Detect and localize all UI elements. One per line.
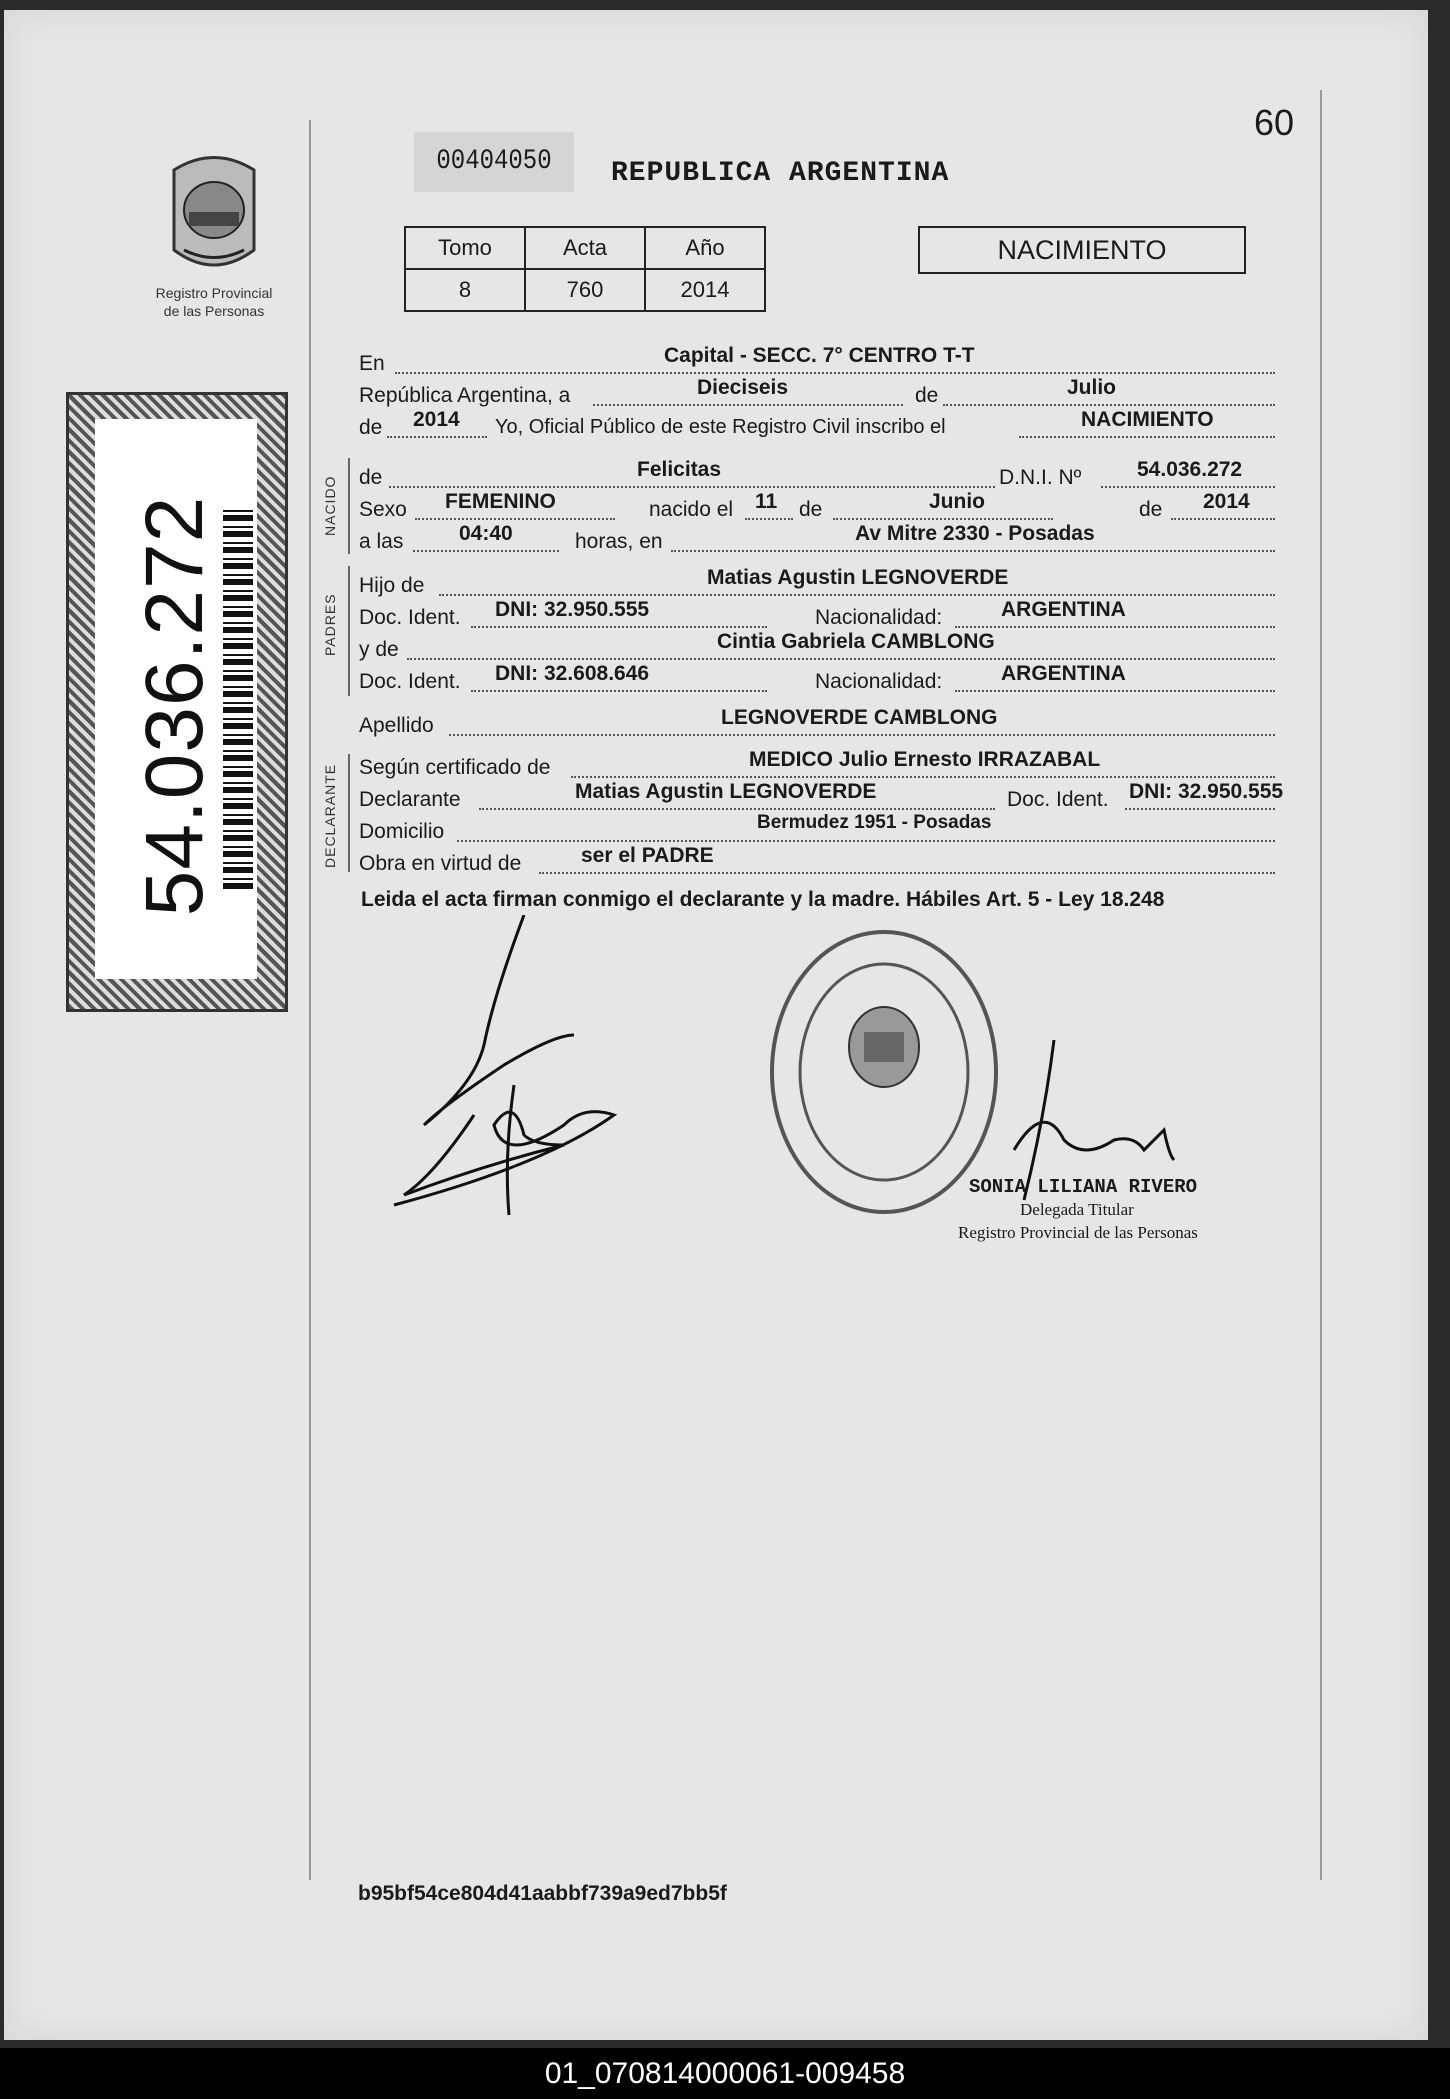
value-padre: Matias Agustin LEGNOVERDE	[707, 566, 1009, 589]
value-certificado: MEDICO Julio Ernesto IRRAZABAL	[749, 748, 1101, 771]
meta-header: Acta	[525, 227, 645, 269]
label-a-las: a las	[359, 530, 404, 553]
label-de-nombre: de	[359, 466, 383, 489]
meta-value: 8	[405, 269, 525, 311]
value-hora: 04:40	[459, 522, 513, 545]
value-mes-nac: Junio	[929, 490, 985, 513]
value-tipo: NACIMIENTO	[1081, 408, 1214, 431]
value-apellido: LEGNOVERDE CAMBLONG	[721, 706, 998, 729]
row-year	[359, 408, 1299, 444]
label-horas-en: horas, en	[575, 530, 663, 553]
label-apellido: Apellido	[359, 714, 434, 737]
document-page	[4, 10, 1428, 2040]
document-hash: b95bf54ce804d41aabbf739a9ed7bb5f	[358, 1882, 727, 1905]
value-obra: ser el PADRE	[581, 844, 714, 867]
label-y-de: y de	[359, 638, 399, 661]
label-de-anio: de	[1139, 498, 1163, 521]
registry-line2: de las Personas	[163, 303, 265, 319]
meta-value: 760	[525, 269, 645, 311]
value-doc-padre: DNI: 32.950.555	[495, 598, 650, 621]
value-sexo: FEMENINO	[445, 490, 556, 513]
row-doc-madre	[359, 662, 1299, 698]
official-registry: Registro Provincial de las Personas	[958, 1223, 1198, 1242]
value-declarante: Matias Agustin LEGNOVERDE	[575, 780, 877, 803]
right-margin-line	[1320, 90, 1322, 1880]
declarant-signature-icon	[384, 915, 674, 1225]
dni-barcode-panel	[66, 392, 288, 1012]
value-doc-declarante: DNI: 32.950.555	[1129, 780, 1284, 803]
closing-statement: Leida el acta firman conmigo el declarante y la madre. Hábiles Art. 5 - Ley 18.248	[361, 888, 1165, 911]
barcode-inner	[95, 419, 257, 979]
value-lugar: Av Mitre 2330 - Posadas	[855, 522, 1095, 545]
tomo-acta-table	[404, 226, 766, 312]
document-type: NACIMIENTO	[918, 226, 1246, 274]
province-seal-icon	[154, 150, 274, 280]
row-en	[359, 344, 1299, 380]
label-doc-declarante: Doc. Ident.	[1007, 788, 1109, 811]
label-nac-madre: Nacionalidad:	[815, 670, 943, 693]
document-title: REPUBLICA ARGENTINA	[611, 158, 950, 189]
value-en: Capital - SECC. 7° CENTRO T-T	[664, 344, 975, 367]
row-domicilio	[359, 812, 1299, 848]
label-hijo: Hijo de	[359, 574, 425, 597]
value-nac-padre: ARGENTINA	[1001, 598, 1126, 621]
label-doc-padre: Doc. Ident.	[359, 606, 461, 629]
oficial-text: Yo, Oficial Público de este Registro Civil inscribo el	[495, 416, 946, 438]
label-de: de	[915, 384, 939, 407]
row-hora	[359, 522, 1299, 558]
meta-value: 2014	[645, 269, 765, 311]
side-label-padres: PADRES	[322, 593, 338, 656]
label-domicilio: Domicilio	[359, 820, 445, 843]
meta-header: Tomo	[405, 227, 525, 269]
label-doc-madre: Doc. Ident.	[359, 670, 461, 693]
value-nombre: Felicitas	[637, 458, 722, 481]
official-name: SONIA LILIANA RIVERO	[969, 1176, 1198, 1198]
page-number: 60	[1254, 102, 1295, 143]
row-apellido	[359, 706, 1299, 742]
value-dni: 54.036.272	[1137, 458, 1243, 481]
nacido-section-bar	[348, 458, 350, 554]
label-dni: D.N.I. Nº	[999, 466, 1082, 489]
value-day: Dieciseis	[697, 376, 789, 399]
label-obra: Obra en virtud de	[359, 852, 522, 875]
official-role: Delegada Titular	[1020, 1200, 1134, 1219]
padres-section-bar	[348, 566, 350, 696]
value-domicilio: Bermudez 1951 - Posadas	[757, 812, 992, 833]
label-certificado: Según certificado de	[359, 756, 551, 779]
registry-caption	[139, 284, 289, 320]
value-year: 2014	[413, 408, 460, 431]
row-obra	[359, 844, 1299, 880]
side-label-nacido: NACIDO	[322, 475, 338, 536]
label-nacido: nacido el	[649, 498, 734, 521]
value-doc-madre: DNI: 32.608.646	[495, 662, 650, 685]
serial-number: 00404050	[414, 132, 574, 192]
label-sexo: Sexo	[359, 498, 407, 521]
label-republica: República Argentina, a	[359, 384, 571, 407]
side-dni-number: 54.036.272	[129, 495, 220, 917]
value-madre: Cintia Gabriela CAMBLONG	[717, 630, 995, 653]
declarante-section-bar	[348, 754, 350, 872]
barcode-bars	[223, 509, 253, 889]
file-id-footer: 01_070814000061-009458	[0, 2048, 1450, 2099]
label-de-mes: de	[799, 498, 823, 521]
side-label-declarante: DECLARANTE	[322, 763, 338, 868]
label-declarante: Declarante	[359, 788, 461, 811]
registry-line1: Registro Provincial	[155, 285, 273, 301]
meta-header: Año	[645, 227, 765, 269]
label-nac-padre: Nacionalidad:	[815, 606, 943, 629]
value-dia-nac: 11	[755, 490, 778, 513]
value-month: Julio	[1067, 376, 1117, 399]
left-margin-line	[309, 120, 311, 1880]
value-anio-nac: 2014	[1203, 490, 1250, 513]
label-en: En	[359, 352, 385, 375]
label-de-year: de	[359, 416, 383, 439]
value-nac-madre: ARGENTINA	[1001, 662, 1126, 685]
